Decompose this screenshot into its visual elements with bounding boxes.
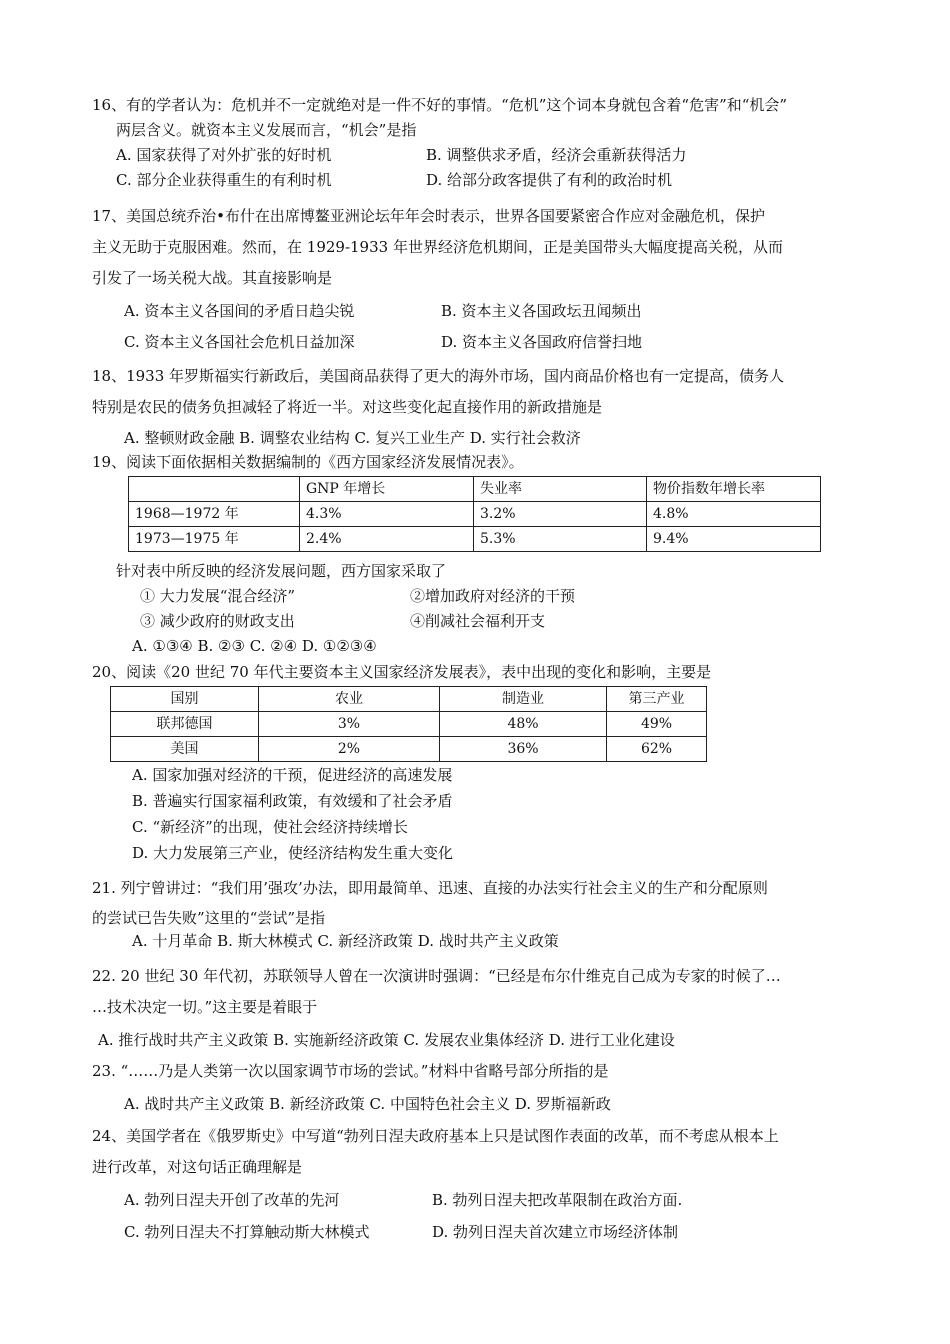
table-cell: 4.8%: [647, 502, 821, 527]
q19-table: [128, 476, 821, 552]
q20-stem: 20、阅读《20 世纪 70 年代主要资本主义国家经济发展表》，表中出现的变化和影响，主要是: [92, 663, 712, 681]
table-header-cell: GNP 年增长: [300, 477, 474, 502]
q19-item-3: ③ 减少政府的财政支出: [140, 612, 295, 630]
table-header-cell: [129, 477, 300, 502]
q16-stem-line2: 两层含义。就资本主义发展而言，“机会”是指: [116, 121, 417, 139]
q19-stem: 19、阅读下面依据相关数据编制的《西方国家经济发展情况表》。: [92, 453, 524, 471]
table-cell: 2%: [259, 737, 440, 762]
q19-item-4: ④削减社会福利开支: [410, 612, 546, 630]
q19-item-1: ① 大力发展“混合经济”: [140, 587, 296, 605]
table-cell: 48%: [440, 712, 607, 737]
q16-option-a: A. 国家获得了对外扩张的好时机: [116, 146, 332, 164]
table-cell: 联邦德国: [111, 712, 259, 737]
q19-followup: 针对表中所反映的经济发展问题，西方国家采取了: [116, 562, 447, 580]
q22-options: A. 推行战时共产主义政策 B. 实施新经济政策 C. 发展农业集体经济 D. 进行工业化建设: [98, 1031, 675, 1049]
q23-stem: 23. “……乃是人类第一次以国家调节市场的尝试。”材料中省略号部分所指的是: [92, 1062, 609, 1080]
table-header-cell: 国别: [111, 687, 259, 712]
q17-option-a: A. 资本主义各国间的矛盾日趋尖锐: [124, 302, 355, 320]
table-cell: 美国: [111, 737, 259, 762]
q17-stem-line2: 主义无助于克服困难。然而，在 1929-1933 年世界经济危机期间，正是美国带头大幅度提高关税，从而: [92, 238, 783, 256]
table-row: [111, 712, 707, 737]
q17-option-b: B. 资本主义各国政坛丑闻频出: [441, 302, 642, 320]
table-header-cell: 农业: [259, 687, 440, 712]
table-header-row: [111, 687, 707, 712]
table-cell: 1973—1975 年: [129, 527, 300, 552]
q17-stem-line1: 17、美国总统乔治•布什在出席博鳌亚洲论坛年年会时表示，世界各国要紧密合作应对金融危机，保护: [92, 207, 765, 225]
table-row: [129, 527, 821, 552]
table-cell: 4.3%: [300, 502, 474, 527]
table-cell: 3%: [259, 712, 440, 737]
q24-stem-line2: 进行改革，对这句话正确理解是: [92, 1158, 303, 1176]
q20-option-d: D. 大力发展第三产业，使经济结构发生重大变化: [132, 844, 454, 862]
table-header-cell: 物价指数年增长率: [647, 477, 821, 502]
table-row: [111, 737, 707, 762]
q18-stem-line2: 特别是农民的债务负担减轻了将近一半。对这些变化起直接作用的新政措施是: [92, 398, 603, 416]
q24-option-a: A. 勃列日涅夫开创了改革的先河: [124, 1191, 340, 1209]
q24-option-b: B. 勃列日涅夫把改革限制在政治方面.: [432, 1191, 683, 1209]
q16-option-d: D. 给部分政客提供了有利的政治时机: [426, 171, 673, 189]
table-header-cell: 制造业: [440, 687, 607, 712]
table-header-cell: 失业率: [474, 477, 647, 502]
q24-option-d: D. 勃列日涅夫首次建立市场经济体制: [432, 1223, 679, 1241]
q20-option-a: A. 国家加强对经济的干预，促进经济的高速发展: [132, 766, 453, 784]
q16-option-c: C. 部分企业获得重生的有利时机: [116, 171, 332, 189]
q21-options: A. 十月革命 B. 斯大林模式 C. 新经济政策 D. 战时共产主义政策: [132, 932, 559, 950]
q19-item-2: ②增加政府对经济的干预: [410, 587, 576, 605]
q17-stem-line3: 引发了一场关税大战。其直接影响是: [92, 269, 333, 287]
q19-options: A. ①③④ B. ②③ C. ②④ D. ①②③④: [132, 637, 377, 655]
q18-options: A. 整顿财政金融 B. 调整农业结构 C. 复兴工业生产 D. 实行社会救济: [124, 429, 581, 447]
table-cell: 5.3%: [474, 527, 647, 552]
q17-option-d: D. 资本主义各国政府信誉扫地: [441, 333, 643, 351]
table-cell: 62%: [607, 737, 707, 762]
q20-option-b: B. 普遍实行国家福利政策，有效缓和了社会矛盾: [132, 792, 453, 810]
table-row: [129, 502, 821, 527]
table-cell: 3.2%: [474, 502, 647, 527]
table-cell: 36%: [440, 737, 607, 762]
q16-stem-line1: 16、有的学者认为：危机并不一定就绝对是一件不好的事情。“危机”这个词本身就包含着“危害”和“机会”: [92, 96, 788, 114]
table-cell: 2.4%: [300, 527, 474, 552]
q24-stem-line1: 24、美国学者在《俄罗斯史》中写道“勃列日涅夫政府基本上只是试图作表面的改革，而不考虑从根本上: [92, 1127, 779, 1145]
q21-stem-line2: 的尝试已告失败”这里的“尝试”是指: [92, 909, 326, 927]
q22-stem-line1: 22. 20 世纪 30 年代初，苏联领导人曾在一次演讲时强调：“已经是布尔什维克自己成为专家的时候了…: [92, 967, 781, 985]
table-header-row: [129, 477, 821, 502]
q17-option-c: C. 资本主义各国社会危机日益加深: [124, 333, 355, 351]
q20-table: [110, 686, 707, 762]
q23-options: A. 战时共产主义政策 B. 新经济政策 C. 中国特色社会主义 D. 罗斯福新政: [124, 1095, 611, 1113]
table-cell: 1968—1972 年: [129, 502, 300, 527]
q18-stem-line1: 18、1933 年罗斯福实行新政后，美国商品获得了更大的海外市场，国内商品价格也有一定提高，债务人: [92, 367, 785, 385]
q16-option-b: B. 调整供求矛盾，经济会重新获得活力: [426, 146, 687, 164]
q20-option-c: C. “新经济”的出现，使社会经济持续增长: [132, 818, 408, 836]
q22-stem-line2: …技术决定一切。”这主要是着眼于: [92, 998, 318, 1016]
table-cell: 9.4%: [647, 527, 821, 552]
q21-stem-line1: 21. 列宁曾讲过：“我们用’强攻’办法，即用最简单、迅速、直接的办法实行社会主义的生产和分配原则: [92, 879, 768, 897]
table-cell: 49%: [607, 712, 707, 737]
table-header-cell: 第三产业: [607, 687, 707, 712]
q24-option-c: C. 勃列日涅夫不打算触动斯大林模式: [124, 1223, 370, 1241]
